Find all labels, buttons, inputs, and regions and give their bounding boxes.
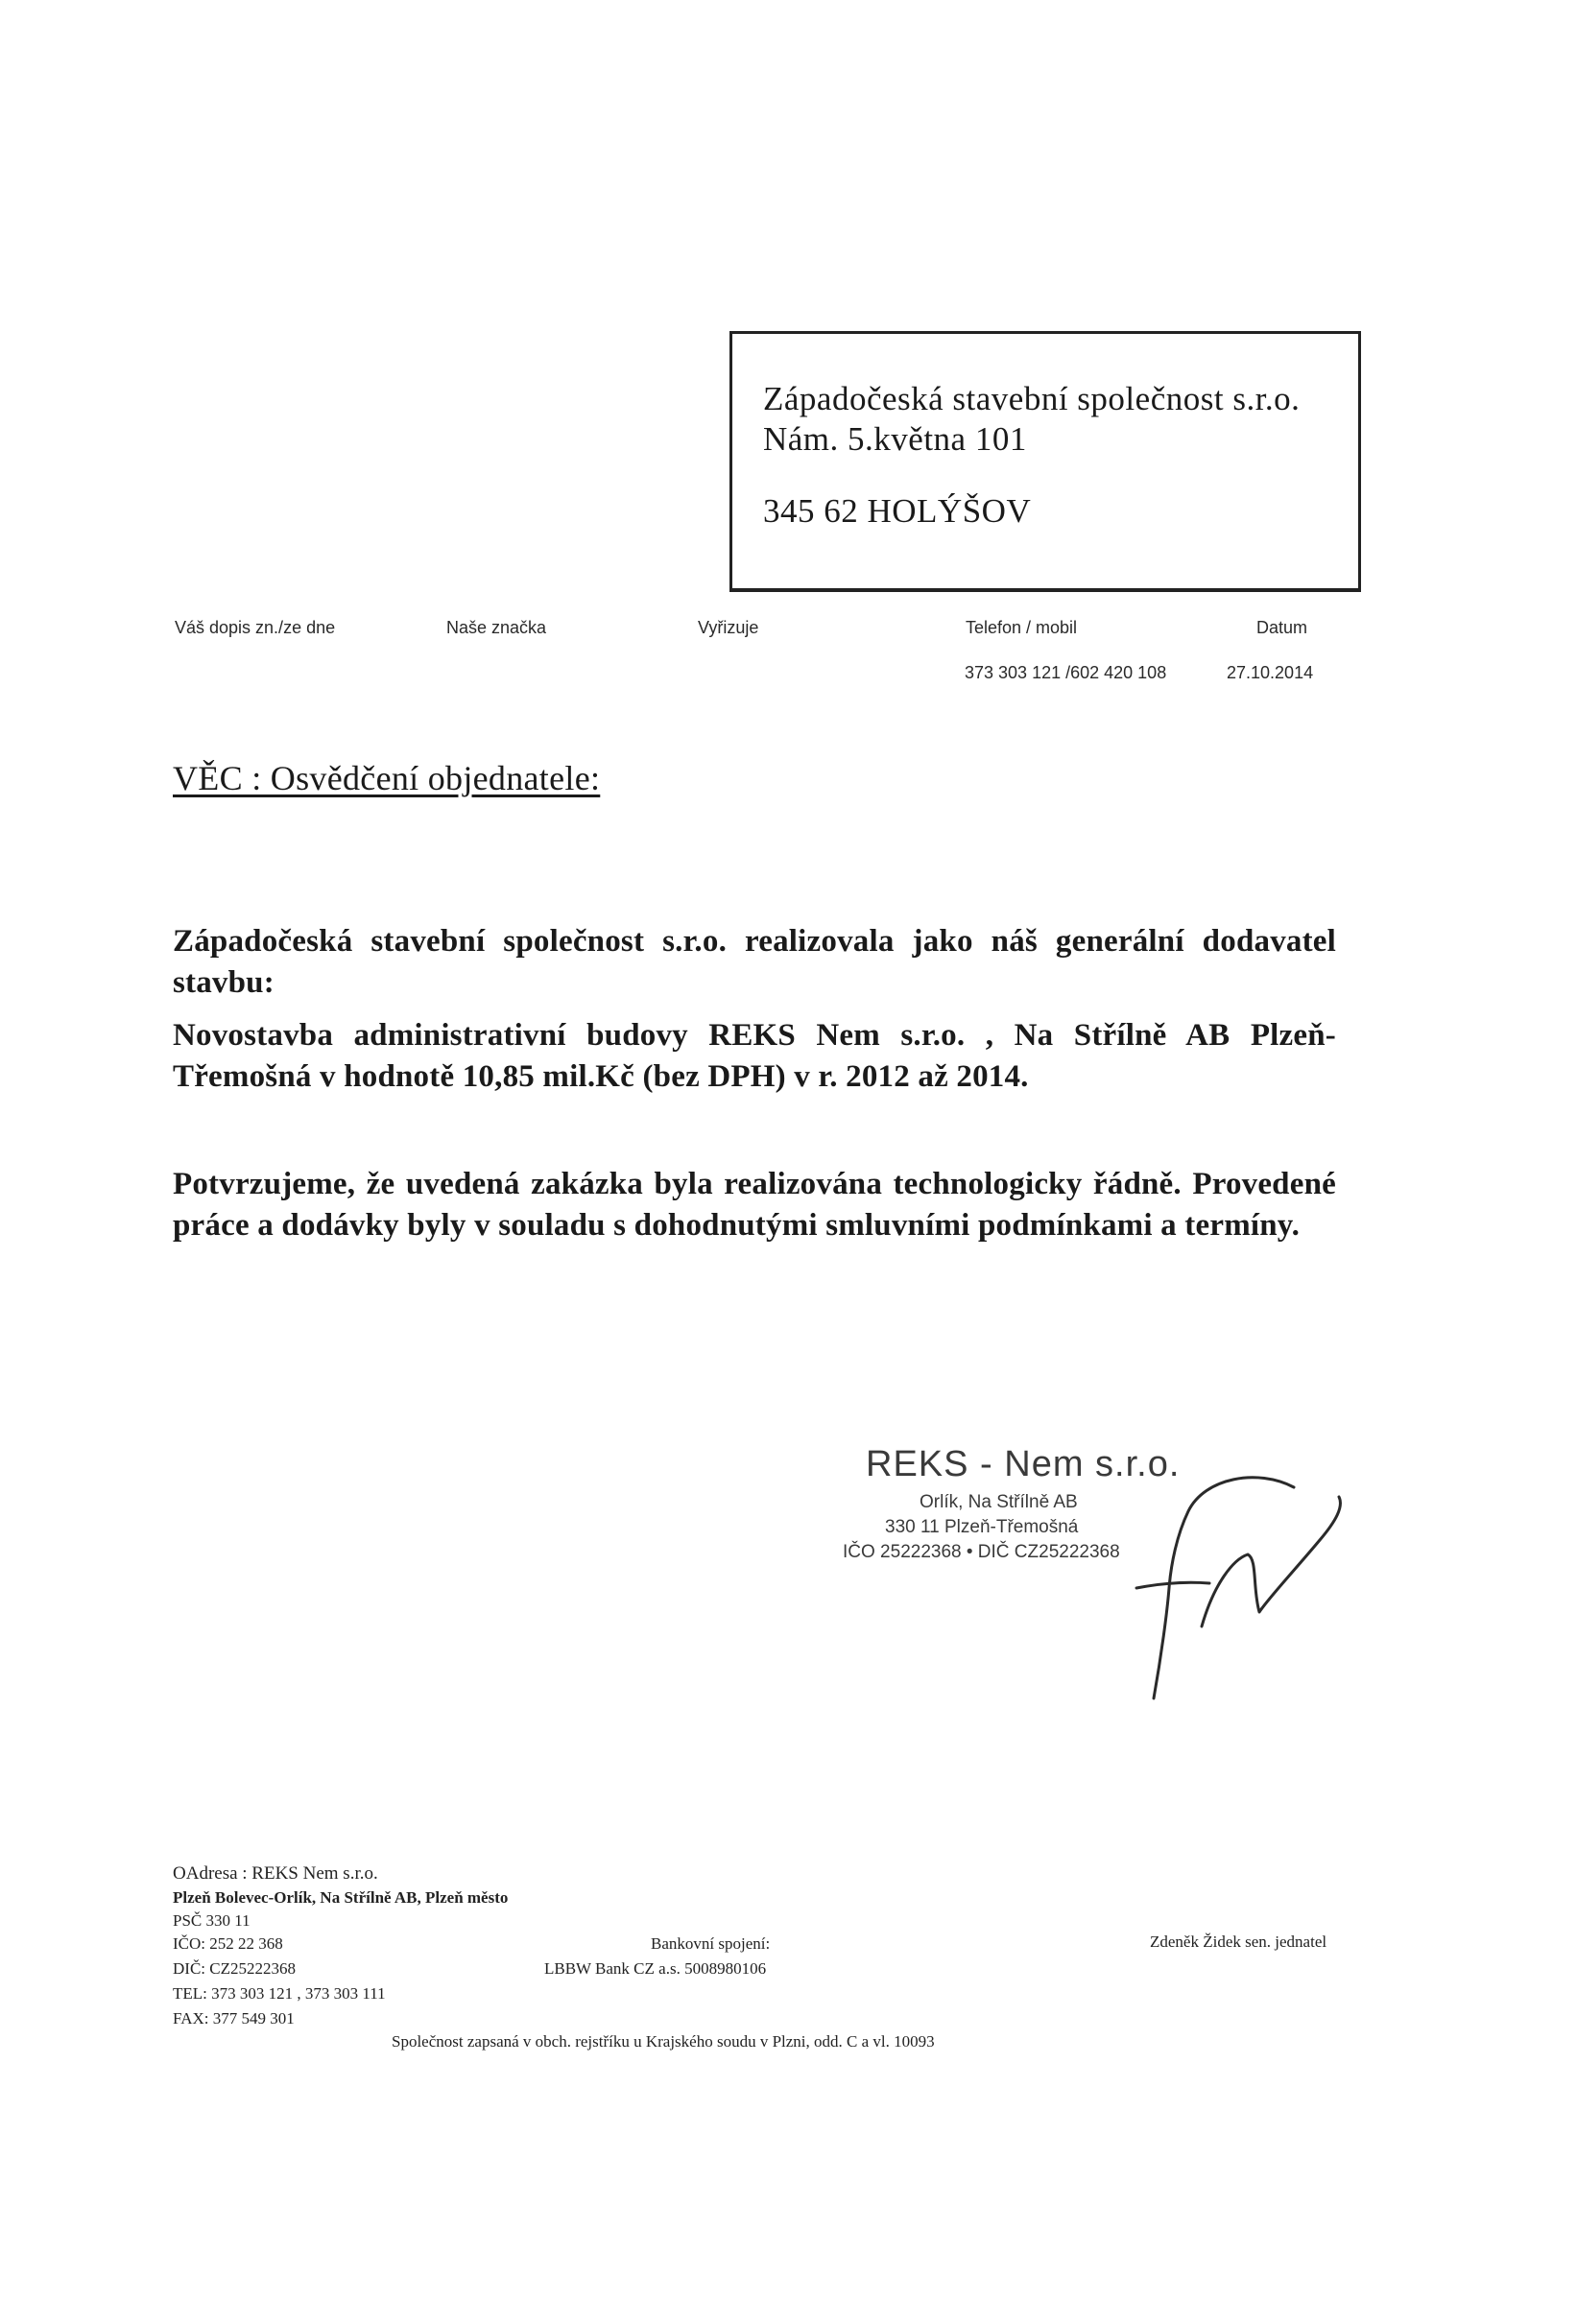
letter-subject xyxy=(173,758,600,798)
footer-dic: DIČ: CZ25222368 xyxy=(173,1959,296,1978)
ref-header-date: Datum xyxy=(1256,618,1308,637)
footer-company-name: OAdresa : REKS Nem s.r.o. xyxy=(173,1863,378,1884)
ref-date-value: 27.10.2014 xyxy=(1227,663,1314,682)
handwritten-signature xyxy=(1113,1468,1401,1727)
ref-header-handled-by: Vyřizuje xyxy=(698,618,759,637)
footer-address: Plzeň Bolevec-Orlík, Na Střílně AB, Plzeň město xyxy=(173,1888,509,1907)
footer-postcode: PSČ 330 11 xyxy=(173,1911,251,1930)
footer-telephone: TEL: 373 303 121 , 373 303 111 xyxy=(173,1984,386,2003)
footer-signatory: Zdeněk Židek sen. jednatel xyxy=(1150,1933,1327,1951)
recipient-company: Západočeská stavební společnost s.r.o. xyxy=(763,380,1301,417)
stamp-line-2: 330 11 Plzeň-Třemošná xyxy=(885,1517,1079,1537)
body-paragraph-3: Potvrzujeme, že uvedená zakázka byla realizována technologicky řádně. Provedené práce a dodávky byly v souladu s dohodnutými smluvními podmínkami a termíny. xyxy=(173,1167,1336,1243)
stamp-line-3: IČO 25222368 • DIČ CZ25222368 xyxy=(843,1542,1120,1562)
footer-bank-account: LBBW Bank CZ a.s. 5008980106 xyxy=(544,1959,767,1978)
ref-header-our-mark: Naše značka xyxy=(446,618,547,637)
recipient-address-box xyxy=(729,331,1361,592)
ref-header-your-letter: Váš dopis zn./ze dne xyxy=(175,618,336,637)
subject-text: VĚC : Osvědčení objednatele: xyxy=(173,759,601,797)
footer-bank-label: Bankovní spojení: xyxy=(651,1934,771,1953)
recipient-street: Nám. 5.května 101 xyxy=(763,420,1027,458)
footer-fax: FAX: 377 549 301 xyxy=(173,2009,295,2028)
ref-header-phone: Telefon / mobil xyxy=(966,618,1078,637)
recipient-city: 345 62 HOLÝŠOV xyxy=(763,492,1032,530)
footer-registration: Společnost zapsaná v obch. rejstříku u Krajského soudu v Plzni, odd. C a vl. 10093 xyxy=(392,2032,935,2051)
ref-phone-value: 373 303 121 /602 420 108 xyxy=(965,663,1167,682)
footer-ico: IČO: 252 22 368 xyxy=(173,1934,283,1953)
stamp-company-name: REKS - Nem s.r.o. xyxy=(866,1444,1181,1484)
body-paragraph-1: Západočeská stavební společnost s.r.o. realizovala jako náš generální dodavatel stavbu: xyxy=(173,924,1336,1000)
stamp-line-1: Orlík, Na Střílně AB xyxy=(920,1492,1078,1512)
body-paragraph-2: Novostavba administrativní budovy REKS Nem s.r.o. , Na Střílně AB Plzeň-Třemošná v hodnotě 10,85 mil.Kč (bez DPH) v r. 2012 až 2014. xyxy=(173,1018,1336,1094)
